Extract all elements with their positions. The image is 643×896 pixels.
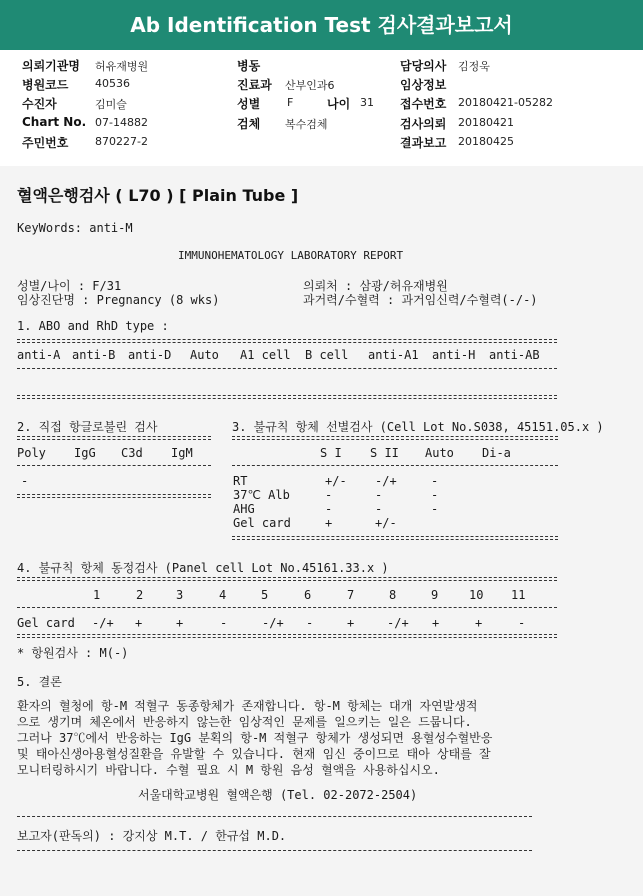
- panel-bottom-rule: [17, 634, 557, 638]
- panel-val-2: +: [135, 616, 143, 630]
- abo-col-4: Auto: [190, 348, 219, 362]
- receipt-no-label: 접수번호: [400, 97, 447, 111]
- title-underline: [0, 48, 643, 50]
- patient-label: 수진자: [22, 97, 57, 111]
- screen-col-dia: Di-a: [482, 446, 511, 460]
- request-date-label: 검사의뢰: [400, 117, 447, 131]
- panel-col-1: 1: [93, 588, 101, 602]
- screen-alb-auto: -: [431, 488, 439, 502]
- screen-gel-s2: +/-: [375, 516, 397, 530]
- chart-no-value: 07-14882: [95, 116, 148, 129]
- conclusion-line-5: 모니터링하시기 바랍니다. 수혈 필요 시 M 항원 음성 혈액을 사용하십시오.: [17, 763, 440, 777]
- screen-title: 3. 불규칙 항체 선별검사 (Cell Lot No.S038, 45151.05.x ): [232, 420, 604, 434]
- screen-col-s2: S II: [370, 446, 399, 460]
- department-label: 진료과: [237, 78, 272, 92]
- section-title: 혈액은행검사 ( L70 ) [ Plain Tube ]: [17, 186, 299, 205]
- screen-mid-rule: [232, 465, 558, 466]
- panel-col-4: 4: [219, 588, 227, 602]
- panel-col-9: 9: [431, 588, 439, 602]
- panel-val-6: -: [306, 616, 314, 630]
- screen-ahg-s2: -: [375, 502, 383, 516]
- panel-col-3: 3: [176, 588, 184, 602]
- panel-col-10: 10: [469, 588, 484, 602]
- abo-col-2: anti-B: [72, 348, 116, 362]
- screen-gel-s1: +: [325, 516, 333, 530]
- dat-col-igg: IgG: [74, 446, 96, 460]
- institution-label: 의뢰기관명: [22, 59, 80, 73]
- abo-col-6: B cell: [305, 348, 349, 362]
- panel-col-11: 11: [511, 588, 526, 602]
- institution-value: 허유재병원: [95, 60, 149, 73]
- hospital-code-label: 병원코드: [22, 78, 69, 92]
- abo-col-3: anti-D: [128, 348, 172, 362]
- screen-rt-s2: -/+: [375, 474, 397, 488]
- dat-col-c3d: C3d: [121, 446, 143, 460]
- panel-col-5: 5: [261, 588, 269, 602]
- panel-val-11: -: [518, 616, 526, 630]
- dat-col-poly: Poly: [17, 446, 46, 460]
- specimen-label: 검체: [237, 117, 261, 131]
- dat-result: -: [21, 474, 29, 488]
- abo-mid-rule: [17, 368, 557, 369]
- antigen-test: * 항원검사 : M(-): [17, 646, 129, 660]
- dat-bottom-rule: [17, 494, 211, 498]
- signature-rule: [17, 816, 532, 817]
- screen-col-s1: S I: [320, 446, 342, 460]
- diagnosis-line: 임상진단명 : Pregnancy (8 wks): [17, 293, 220, 307]
- conclusion-line-1: 환자의 혈청에 항-M 적혈구 동종항체가 존재합니다. 항-M 항체는 대개 자연발생적: [17, 699, 478, 713]
- screen-row-label-rt: RT: [233, 474, 248, 488]
- panel-mid-rule: [17, 607, 557, 608]
- chart-no-label: Chart No.: [22, 115, 87, 129]
- abo-col-1: anti-A: [17, 348, 61, 362]
- screen-row-label-gel: Gel card: [233, 516, 291, 530]
- panel-title: 4. 불규칙 항체 동정검사 (Panel cell Lot No.45161.33.x ): [17, 561, 389, 575]
- screen-alb-s1: -: [325, 488, 333, 502]
- report-title: Ab Identification Test 검사결과보고서: [0, 0, 643, 48]
- conclusion-line-4: 및 태아신생아용혈성질환을 유발할 수 있습니다. 현재 임신 중이므로 태아 상태를 잘: [17, 747, 491, 761]
- panel-col-2: 2: [136, 588, 144, 602]
- panel-val-5: -/+: [262, 616, 284, 630]
- reporter-line: 보고자(판독의) : 강지상 M.T. / 한규섭 M.D.: [17, 829, 287, 843]
- screen-row-label-ahg: AHG: [233, 502, 255, 516]
- screen-bottom-rule: [232, 536, 558, 540]
- screen-alb-s2: -: [375, 488, 383, 502]
- hospital-code-value: 40536: [95, 77, 130, 90]
- panel-val-9: +: [432, 616, 440, 630]
- history-line: 과거력/수혈력 : 과거임신력/수혈력(-/-): [303, 293, 538, 307]
- sex-age-line: 성별/나이 : F/31: [17, 279, 122, 293]
- report-date-label: 결과보고: [400, 136, 447, 150]
- abo-title: 1. ABO and RhD type :: [17, 319, 169, 333]
- screen-rt-auto: -: [431, 474, 439, 488]
- abo-bottom-rule: [17, 395, 557, 399]
- panel-val-7: +: [347, 616, 355, 630]
- ward-label: 병동: [237, 59, 261, 73]
- panel-val-8: -/+: [387, 616, 409, 630]
- abo-col-7: anti-A1: [368, 348, 419, 362]
- conclusion-line-3: 그러나 37℃에서 반응하는 IgG 분획의 항-M 적혈구 항체가 생성되면 용혈성수혈반응: [17, 731, 493, 745]
- doctor-label: 담당의사: [400, 59, 447, 73]
- panel-val-10: +: [475, 616, 483, 630]
- report-date-value: 20180425: [458, 135, 514, 148]
- dat-top-rule: [17, 436, 211, 440]
- patient-value: 김미슬: [95, 98, 127, 111]
- panel-val-3: +: [176, 616, 184, 630]
- panel-col-6: 6: [304, 588, 312, 602]
- panel-col-7: 7: [347, 588, 355, 602]
- lab-title: IMMUNOHEMATOLOGY LABORATORY REPORT: [178, 249, 404, 262]
- screen-ahg-auto: -: [431, 502, 439, 516]
- age-label: 나이: [327, 97, 351, 111]
- abo-col-8: anti-H: [432, 348, 476, 362]
- panel-col-8: 8: [389, 588, 397, 602]
- screen-top-rule: [232, 436, 558, 440]
- lab-signature: 서울대학교병원 혈액은행 (Tel. 02-2072-2504): [138, 788, 418, 802]
- screen-rt-s1: +/-: [325, 474, 347, 488]
- sex-value: F: [287, 96, 294, 109]
- specimen-value: 복수검체: [285, 118, 328, 131]
- request-date-value: 20180421: [458, 116, 514, 129]
- reporter-rule: [17, 850, 532, 851]
- screen-ahg-s1: -: [325, 502, 333, 516]
- doctor-value: 김정욱: [458, 60, 490, 73]
- dat-mid-rule: [17, 465, 211, 466]
- age-value: 31: [360, 96, 374, 109]
- clinical-info-label: 임상정보: [400, 78, 447, 92]
- panel-top-rule: [17, 577, 557, 581]
- resident-no-value: 870227-2: [95, 135, 148, 148]
- resident-no-label: 주민번호: [22, 136, 69, 150]
- screen-row-label-alb: 37℃ Alb: [233, 488, 290, 502]
- abo-col-5: A1 cell: [240, 348, 291, 362]
- dat-col-igm: IgM: [171, 446, 193, 460]
- sex-label: 성별: [237, 97, 261, 111]
- abo-top-rule: [17, 339, 557, 343]
- abo-col-9: anti-AB: [489, 348, 540, 362]
- dat-title: 2. 직접 항글로불린 검사: [17, 420, 158, 434]
- conclusion-title: 5. 결론: [17, 675, 62, 689]
- department-value: 산부인과6: [285, 79, 335, 92]
- panel-val-4: -: [220, 616, 228, 630]
- conclusion-line-2: 으로 생기며 체온에서 반응하지 않는한 임상적인 문제를 일으키는 일은 드뭅니다.: [17, 715, 472, 729]
- requester-line: 의뢰처 : 삼광/허유재병원: [303, 279, 448, 293]
- panel-row-label: Gel card: [17, 616, 75, 630]
- keywords: KeyWords: anti-M: [17, 221, 133, 235]
- screen-col-auto: Auto: [425, 446, 454, 460]
- receipt-no-value: 20180421-05282: [458, 96, 553, 109]
- panel-val-1: -/+: [92, 616, 114, 630]
